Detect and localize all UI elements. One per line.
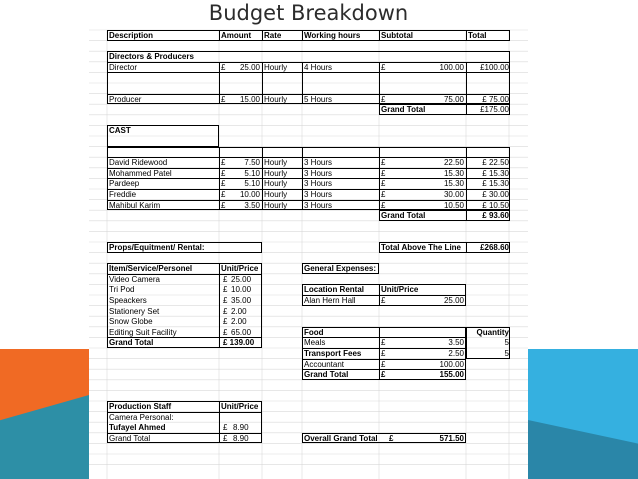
cast-rate: Hourly bbox=[264, 168, 288, 178]
directors-col-divider bbox=[219, 62, 220, 104]
cast-subtotal: 15.30 bbox=[443, 168, 464, 178]
header-description: Description bbox=[109, 31, 154, 40]
item-name: Tri Pod bbox=[109, 285, 135, 295]
cast-total: £ 10.50 bbox=[482, 200, 509, 210]
expense-price: 3.50 bbox=[448, 338, 464, 348]
general-grand-total-currency: £ bbox=[381, 370, 386, 380]
producer-row-subtotal-currency: £ bbox=[381, 94, 386, 104]
cast-currency: £ bbox=[221, 200, 226, 210]
props-heading: Props/Equitment/ Rental: bbox=[109, 243, 205, 252]
header-col-divider bbox=[302, 30, 303, 41]
item-currency: £ bbox=[223, 317, 228, 327]
expense-name: Accountant bbox=[304, 359, 345, 369]
item-currency: £ bbox=[223, 306, 228, 316]
header-working-hours: Working hours bbox=[304, 31, 361, 40]
cast-subtotal-currency: £ bbox=[381, 158, 386, 168]
directors-grand-total-label: Grand Total bbox=[381, 105, 426, 115]
items-col-divider bbox=[219, 263, 220, 348]
expense-price: 100.00 bbox=[439, 359, 464, 369]
cast-name: Mohammed Patel bbox=[109, 168, 172, 178]
director-row-rate: Hourly bbox=[264, 62, 288, 72]
item-price: 65.00 bbox=[231, 327, 252, 337]
cast-rate: Hourly bbox=[264, 190, 288, 199]
cast-currency: £ bbox=[221, 158, 226, 168]
item-name: Stationery Set bbox=[109, 306, 160, 316]
cast-grand-total-label: Grand Total bbox=[381, 211, 426, 221]
cast-amount: 10.00 bbox=[239, 190, 260, 199]
location-currency: £ bbox=[381, 296, 386, 305]
header-total: Total bbox=[468, 31, 487, 40]
items-header-price: Unit/Price bbox=[221, 264, 259, 274]
cast-hours: 3 Hours bbox=[304, 158, 333, 168]
cast-currency: £ bbox=[221, 190, 226, 199]
items-grand-total-label: Grand Total bbox=[109, 338, 154, 348]
food-divider bbox=[379, 327, 380, 380]
cast-hours: 3 Hours bbox=[304, 200, 333, 210]
item-currency: £ bbox=[223, 296, 228, 305]
expense-currency: £ bbox=[381, 338, 386, 348]
staff-grand-total-label: Grand Total bbox=[109, 433, 151, 443]
cast-heading: CAST bbox=[109, 126, 131, 136]
item-price: 2.00 bbox=[231, 317, 247, 327]
page-title: Budget Breakdown bbox=[208, 1, 409, 25]
expense-currency: £ bbox=[381, 359, 386, 369]
general-grand-total: 155.00 bbox=[439, 370, 464, 380]
cast-total: £ 15.30 bbox=[482, 168, 509, 178]
cast-rate: Hourly bbox=[264, 158, 288, 168]
staff-heading: Production Staff bbox=[109, 402, 172, 411]
item-currency: £ bbox=[223, 285, 228, 295]
cast-hours: 3 Hours bbox=[304, 190, 333, 199]
cast-currency: £ bbox=[221, 179, 226, 189]
overall-value: 571.50 bbox=[439, 433, 464, 443]
quantity-label: Quantity bbox=[476, 327, 509, 337]
staff-divider bbox=[219, 401, 220, 443]
above-line-total: £268.60 bbox=[480, 243, 509, 252]
item-price: 10.00 bbox=[231, 285, 252, 295]
staff-grand-total-currency: £ bbox=[223, 433, 228, 443]
cast-amount: 3.50 bbox=[244, 200, 260, 210]
cast-name: David Ridewood bbox=[109, 158, 168, 168]
staff-camera-label: Camera Personal: bbox=[109, 412, 174, 422]
general-heading: General Expenses: bbox=[304, 264, 377, 274]
header-col-divider bbox=[379, 30, 380, 41]
cast-hours: 3 Hours bbox=[304, 179, 333, 189]
items-header-item: Item/Service/Personel bbox=[109, 264, 193, 274]
cast-subtotal-currency: £ bbox=[381, 179, 386, 189]
cast-grand-total: £ 93.60 bbox=[482, 211, 509, 221]
producer-row-amount: 15.00 bbox=[239, 94, 260, 104]
producer-row-subtotal: 75.00 bbox=[443, 94, 464, 104]
staff-person-price: 8.90 bbox=[233, 423, 249, 433]
director-row-subtotal-currency: £ bbox=[381, 62, 386, 72]
staff-price-header: Unit/Price bbox=[221, 402, 259, 411]
cast-amount: 5.10 bbox=[244, 179, 260, 189]
director-row-subtotal: 100.00 bbox=[439, 62, 464, 72]
overall-currency: £ bbox=[389, 433, 394, 443]
cast-name: Freddie bbox=[109, 190, 137, 199]
location-price-header: Unit/Price bbox=[381, 285, 419, 295]
expense-name: Transport Fees bbox=[304, 349, 362, 358]
staff-person: Tufayel Ahmed bbox=[109, 423, 166, 433]
spreadsheet bbox=[89, 0, 528, 479]
director-row-total: £100.00 bbox=[480, 62, 509, 72]
staff-grand-total: 8.90 bbox=[233, 433, 249, 443]
producer-row-desc: Producer bbox=[109, 94, 142, 104]
cast-subtotal-currency: £ bbox=[381, 168, 386, 178]
cast-rate: Hourly bbox=[264, 179, 288, 189]
expense-quantity: 5 bbox=[504, 338, 509, 348]
cast-subtotal-currency: £ bbox=[381, 200, 386, 210]
expense-price: 2.50 bbox=[448, 349, 464, 358]
header-rate: Rate bbox=[264, 31, 282, 40]
director-row-desc: Director bbox=[109, 62, 138, 72]
header-subtotal: Subtotal bbox=[381, 31, 413, 40]
producer-row-rate: Hourly bbox=[264, 94, 288, 104]
expense-name: Meals bbox=[304, 338, 326, 348]
cast-subtotal: 22.50 bbox=[443, 158, 464, 168]
cast-total: £ 22.50 bbox=[482, 158, 509, 168]
overall-label: Overall Grand Total bbox=[304, 433, 378, 443]
item-currency: £ bbox=[223, 327, 228, 337]
cast-currency: £ bbox=[221, 168, 226, 178]
cast-subtotal-currency: £ bbox=[381, 190, 386, 199]
directors-heading: Directors & Producers bbox=[109, 52, 194, 62]
cast-name: Mahibul Karim bbox=[109, 200, 161, 210]
directors-col-divider bbox=[379, 62, 380, 104]
header-col-divider bbox=[262, 30, 263, 41]
header-col-divider bbox=[466, 30, 467, 41]
location-price: 25.00 bbox=[443, 296, 464, 305]
staff-person-currency: £ bbox=[223, 423, 228, 433]
cast-hours: 3 Hours bbox=[304, 168, 333, 178]
location-name: Alan Hern Hall bbox=[304, 296, 356, 305]
expense-currency: £ bbox=[381, 349, 386, 358]
item-price: 2.00 bbox=[231, 306, 247, 316]
item-price: 35.00 bbox=[231, 296, 252, 305]
cast-rate: Hourly bbox=[264, 200, 288, 210]
item-name: Video Camera bbox=[109, 274, 160, 284]
food-label: Food bbox=[304, 327, 324, 337]
cast-subtotal: 10.50 bbox=[443, 200, 464, 210]
producer-row-hours: 5 Hours bbox=[304, 94, 333, 104]
item-name: Snow Globe bbox=[109, 317, 153, 327]
cast-subtotal: 30.00 bbox=[443, 190, 464, 199]
header-col-divider bbox=[219, 30, 220, 41]
item-price: 25.00 bbox=[231, 274, 252, 284]
cast-amount: 7.50 bbox=[244, 158, 260, 168]
header-amount: Amount bbox=[221, 31, 252, 40]
director-row-amount: 25.00 bbox=[239, 62, 260, 72]
item-currency: £ bbox=[223, 274, 228, 284]
director-row-hours: 4 Hours bbox=[304, 62, 333, 72]
cast-total: £ 30.00 bbox=[482, 190, 509, 199]
location-label: Location Rental bbox=[304, 285, 365, 295]
general-grand-total-label: Grand Total bbox=[304, 370, 349, 380]
director-row-currency: £ bbox=[221, 62, 226, 72]
cast-subtotal: 15.30 bbox=[443, 179, 464, 189]
producer-row-total: £ 75.00 bbox=[482, 94, 509, 104]
expense-quantity: 5 bbox=[504, 349, 509, 358]
cast-amount: 5.10 bbox=[244, 168, 260, 178]
directors-grand-total: £175.00 bbox=[480, 105, 509, 115]
producer-row-currency: £ bbox=[221, 94, 226, 104]
cast-name: Pardeep bbox=[109, 179, 140, 189]
cast-total: £ 15.30 bbox=[482, 179, 509, 189]
above-line-label: Total Above The Line bbox=[381, 243, 462, 252]
item-name: Editing Suit Facility bbox=[109, 327, 177, 337]
directors-col-divider bbox=[262, 62, 263, 104]
item-name: Speackers bbox=[109, 296, 147, 305]
items-grand-total: £ 139.00 bbox=[223, 338, 255, 348]
directors-col-divider bbox=[302, 62, 303, 104]
